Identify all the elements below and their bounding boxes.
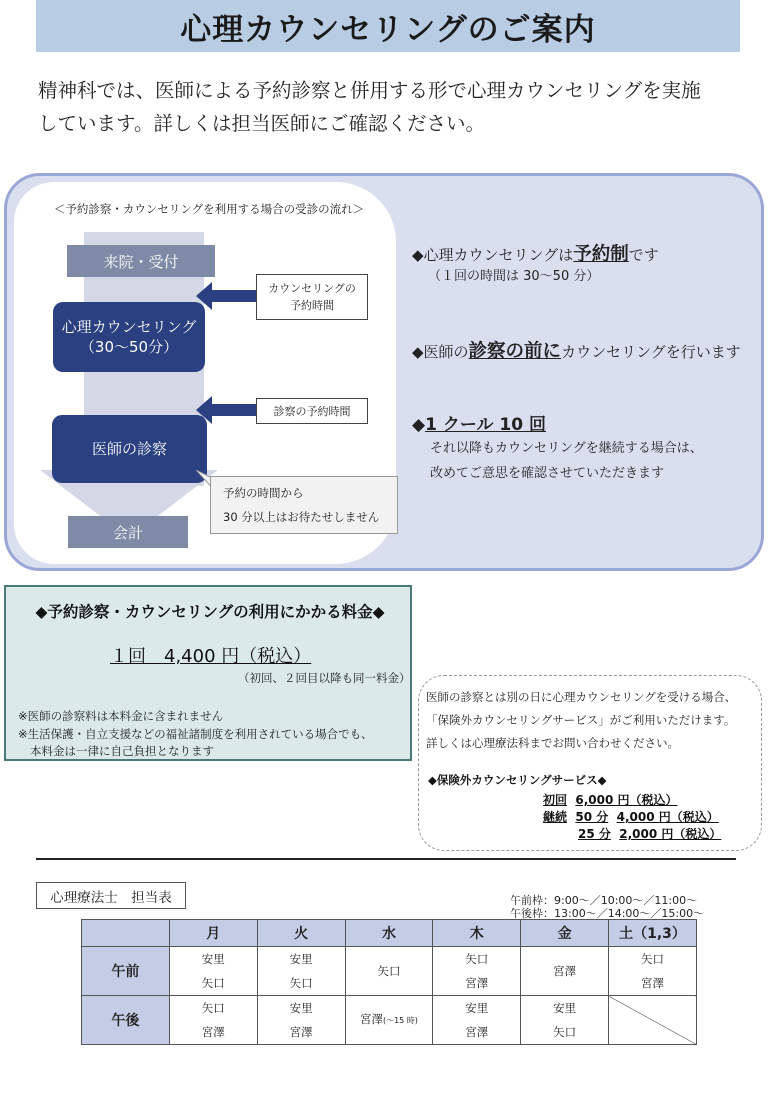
table-header-row	[82, 920, 697, 947]
am-time-slots: 午前枠：9:00～／10:00～／11:00～	[510, 894, 698, 907]
fee-note: ※生活保護・自立支援などの福祉諸制度を利用されている場合でも、	[18, 727, 373, 741]
ext-line: 「保険外カウンセリングサービス」がご利用いただけます。	[426, 713, 736, 727]
corner-cell	[82, 920, 170, 947]
callout-line: 予約の時間から	[223, 486, 304, 500]
table-row-pm	[82, 996, 697, 1045]
exam-time-note: 診察の予約時間	[256, 398, 368, 424]
left-arrow-icon	[196, 282, 258, 310]
info-emphasis: 診察の前に	[468, 341, 562, 362]
staff-name: 安里	[289, 952, 313, 966]
staff-name: 安里	[553, 1001, 577, 1015]
intro-line: しています。詳しくは担当医師にご確認ください。	[38, 112, 485, 135]
day-header: 火	[257, 920, 345, 947]
schedule-cell	[257, 947, 345, 996]
info-line: 改めてご意思を確認させていただきます	[430, 466, 665, 481]
page-title: 心理カウンセリングのご案内	[180, 11, 596, 48]
staff-name: 矢口	[201, 976, 225, 990]
staff-name: 矢口	[641, 952, 665, 966]
staff-name: 宮澤	[201, 1025, 225, 1039]
staff-name: 安里	[465, 1001, 489, 1015]
info-reservation	[412, 240, 659, 266]
fee-note: 本料金は一律に自己負担となります	[30, 744, 214, 758]
step-reception: 来院・受付	[67, 245, 215, 277]
step-counseling-duration: （30～50分）	[79, 338, 179, 356]
ext-line: 詳しくは心理療法科までお問い合わせください。	[426, 736, 679, 750]
price-value: 6,000 円（税込）	[575, 793, 678, 807]
price-value: 2,000 円（税込）	[619, 827, 722, 841]
info-course-detail	[430, 436, 703, 486]
info-emphasis: 1 クール 10 回	[425, 415, 546, 435]
schedule-cell	[345, 947, 433, 996]
period-label: 午後	[82, 996, 170, 1045]
info-duration: （１回の時間は 30～50 分）	[428, 269, 600, 284]
empty-cell	[609, 996, 697, 1045]
ext-line: 医師の診察とは別の日に心理カウンセリングを受ける場合、	[426, 690, 737, 704]
staff-name: 安里	[289, 1001, 313, 1015]
title-bar	[36, 0, 740, 52]
time-note: (～15 時)	[382, 1016, 418, 1025]
schedule-cell	[433, 947, 521, 996]
staff-name: 矢口	[553, 1025, 577, 1039]
schedule-cell	[257, 996, 345, 1045]
schedule-cell	[433, 996, 521, 1045]
note-line: カウンセリングの	[268, 282, 356, 295]
staff-name: 矢口	[201, 1001, 225, 1015]
staff-name: 宮澤	[465, 1025, 489, 1039]
price-row-first	[543, 791, 678, 808]
step-payment: 会計	[68, 516, 188, 548]
price-duration: 25 分	[578, 827, 611, 841]
wait-time-callout	[210, 476, 398, 534]
staff-name: 宮澤	[359, 1012, 383, 1026]
flow-caption: ＜予約診察・カウンセリングを利用する場合の受診の流れ＞	[53, 202, 365, 216]
divider	[36, 858, 736, 860]
info-text: ◆心理カウンセリングは	[412, 246, 574, 264]
step-counseling	[53, 302, 205, 372]
info-emphasis: 予約制	[573, 244, 629, 265]
intro-text	[38, 74, 738, 140]
staff-name: 宮澤	[553, 964, 577, 978]
schedule-label: 心理療法士 担当表	[36, 882, 186, 909]
schedule-cell	[169, 947, 257, 996]
counseling-time-note	[256, 274, 368, 320]
day-header: 水	[345, 920, 433, 947]
info-text: カウンセリングを行います	[561, 343, 741, 361]
table-row-am	[82, 947, 697, 996]
fee-price: １回 4,400 円（税込）	[110, 646, 312, 667]
schedule-cell	[521, 996, 609, 1045]
fee-note: ※医師の診察料は本料金に含まれません	[18, 709, 224, 723]
staff-name: 矢口	[465, 952, 489, 966]
price-row-continue-50	[543, 808, 719, 825]
info-course	[412, 410, 546, 435]
external-service-text	[426, 686, 762, 755]
staff-name: 安里	[201, 952, 225, 966]
fee-condition: （初回、２回目以降も同一料金）	[238, 671, 411, 685]
intro-line: 精神科では、医師による予約診察と併用する形で心理カウンセリングを実施	[38, 79, 701, 102]
staff-name: 宮澤	[465, 976, 489, 990]
price-value: 4,000 円（税込）	[616, 810, 719, 824]
step-doctor-exam: 医師の診察	[52, 415, 207, 483]
info-text: ◆医師の	[412, 343, 469, 361]
pm-time-slots: 午後枠：13:00～／14:00～／15:00～	[510, 907, 705, 920]
day-header: 土（1,3）	[609, 920, 697, 947]
price-label: 継続	[543, 810, 568, 824]
info-line: それ以降もカウンセリングを継続する場合は、	[430, 441, 703, 456]
staff-name: 矢口	[377, 964, 401, 978]
info-before-exam	[412, 337, 741, 363]
schedule-table	[81, 919, 697, 1045]
staff-name: 矢口	[289, 976, 313, 990]
schedule-cell	[609, 947, 697, 996]
external-service-title: ◆保険外カウンセリングサービス◆	[428, 773, 607, 787]
day-header: 金	[521, 920, 609, 947]
price-label: 初回	[543, 793, 568, 807]
staff-name: 宮澤	[641, 976, 665, 990]
day-header: 月	[169, 920, 257, 947]
left-arrow-icon	[196, 396, 258, 424]
schedule-cell	[169, 996, 257, 1045]
info-text: です	[628, 246, 659, 264]
price-row-continue-25	[578, 825, 721, 842]
note-line: 予約時間	[290, 299, 334, 312]
schedule-cell	[521, 947, 609, 996]
fee-title: ◆予約診察・カウンセリングの利用にかかる料金◆	[35, 603, 385, 621]
callout-line: 30 分以上はお待たせしません	[223, 510, 380, 524]
staff-name: 宮澤	[289, 1025, 313, 1039]
step-counseling-label: 心理カウンセリング	[61, 318, 197, 336]
info-bullet: ◆	[412, 415, 426, 435]
schedule-cell	[345, 996, 433, 1045]
day-header: 木	[433, 920, 521, 947]
period-label: 午前	[82, 947, 170, 996]
price-duration: 50 分	[575, 810, 609, 824]
